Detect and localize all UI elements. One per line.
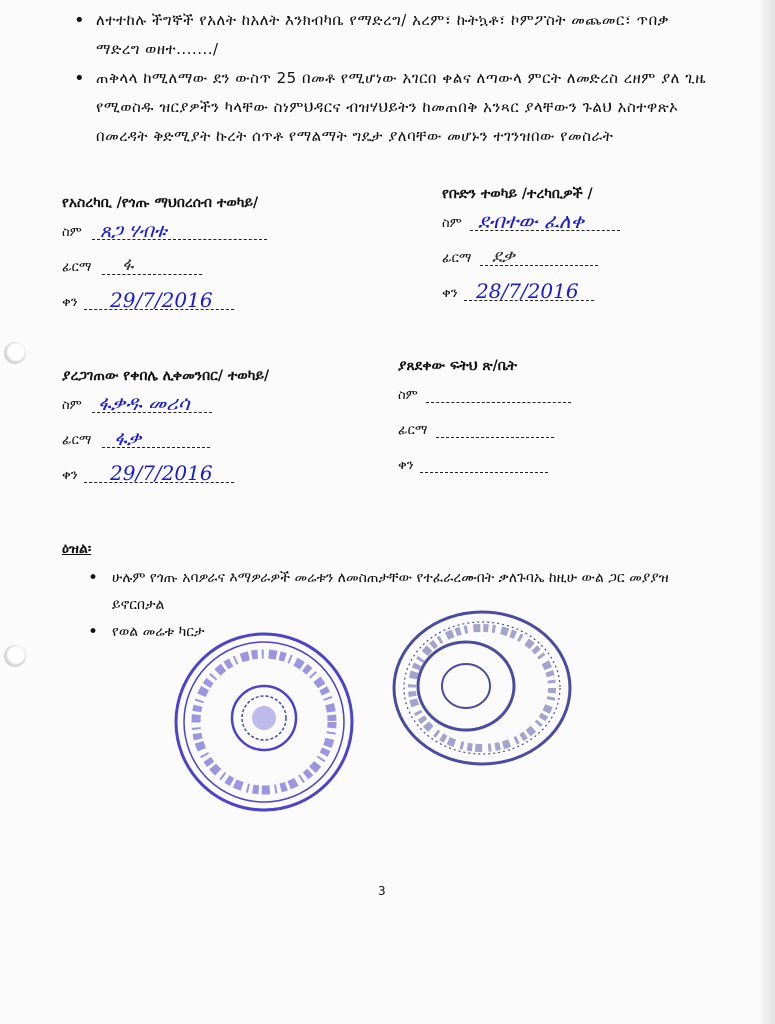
page-number: 3 (378, 884, 386, 898)
official-stamp-left (172, 630, 356, 814)
handwritten-date: 28/7/2016 (476, 279, 579, 303)
name-row (442, 202, 712, 237)
annex-item: • የወል መሬቱ ካርታ (62, 619, 702, 646)
signature-label: ፊርማ (62, 260, 92, 275)
obligation-item: • ለተተከሉ ችግኞች የአለት ከአለት እንክብካቤ የማድረግ/ አረም፣ ኩትኳቶ፣ ኮምፖስት መጨመር፣ ጥበቃ ማድረግ ወዘተ......./ (70, 6, 710, 64)
annex-item: • ሁሉም የጎጡ አባዎራና እማዎራዎች መሬቱን ለመስጠታቸው የተፈራረሙበት ቃለጉባኤ ከዚሁ ውል ጋር መያያዝ ይኖርበታል (62, 565, 702, 619)
punch-hole (4, 342, 26, 364)
date-row (62, 454, 362, 489)
date-row (442, 272, 712, 307)
signature-label: ፊርማ (398, 423, 428, 438)
handwritten-name: ጸጋ ሃብቱ (100, 220, 167, 242)
handwritten-signature: ፋቃ (114, 426, 142, 450)
name-row (62, 211, 362, 246)
name-row (398, 374, 668, 409)
signatory-heading: ያጸደቀው ፍትህ ጽ/ቤት (398, 358, 517, 374)
signature-label: ፊርማ (442, 251, 472, 266)
signature-line (102, 274, 202, 275)
annex-note (62, 541, 702, 646)
name-line (426, 402, 571, 403)
signatory-heading: የቡድን ተወካይ /ተረካቢዎች / (442, 186, 593, 202)
signature-label: ፊርማ (62, 433, 92, 448)
handwritten-date: 29/7/2016 (110, 461, 213, 485)
annex-list (62, 565, 702, 646)
punch-hole (4, 645, 26, 667)
handwritten-date: 29/7/2016 (110, 288, 213, 312)
signatory-heading: የአስረካቢ /የጎጡ ማህበረሰብ ተወካይ/ (62, 195, 259, 211)
signatory-block-group-rep (442, 186, 712, 307)
annex-title: ዕዝል፡ (62, 541, 92, 557)
official-stamp-right (386, 604, 582, 772)
signatory-block-community-rep (62, 195, 362, 316)
date-label: ቀን (62, 295, 78, 310)
date-line (420, 472, 548, 473)
handwritten-name: ፋቃዱ መሪሳ (98, 391, 190, 415)
handwritten-signature: ደቃ (492, 246, 515, 267)
handwritten-name: ደብተው ፈለቀ (478, 209, 585, 233)
signatory-heading: ያረጋገጠው የቀበሌ ሊቀመንበር/ ተወካይ/ (62, 368, 270, 384)
signature-row (62, 419, 362, 454)
date-label: ቀን (442, 286, 458, 301)
name-label: ስም (62, 398, 82, 413)
name-row (62, 384, 362, 419)
name-label: ስም (62, 225, 82, 240)
date-row (398, 444, 668, 479)
name-label: ስም (398, 388, 418, 403)
handwritten-signature: ፋ (122, 254, 134, 275)
date-label: ቀን (62, 468, 78, 483)
signatory-block-kebele-chair (62, 368, 362, 489)
signature-row (442, 237, 712, 272)
date-row (62, 281, 362, 316)
signature-line (436, 437, 554, 438)
date-label: ቀን (398, 458, 414, 473)
signatory-block-justice-office (398, 358, 668, 479)
name-label: ስም (442, 216, 462, 231)
signature-row (398, 409, 668, 444)
signature-row (62, 246, 362, 281)
obligation-item: • ጠቅላላ ከሚለማው ደን ውስጥ 25 በመቶ የሚሆነው አገርበ ቀልና ለጣውላ ምርት ለመድረስ ረዘም ያለ ጊዜ የሚወስዱ ዝርያዎችን ካላቸው ስነምህዳርና ብዝሃህይትን ከመጠበቅ አንጻር ያላቸውን ጉልህ አስተዋጽኦ በመረዳት ቅድሚያት ኩረት ሰጥቶ የማልማት ግዴታ ያለባቸው መሆኑን ተገንዝበው የመስራት (70, 64, 710, 151)
obligations-list (70, 6, 710, 151)
page-edge (761, 0, 775, 1024)
